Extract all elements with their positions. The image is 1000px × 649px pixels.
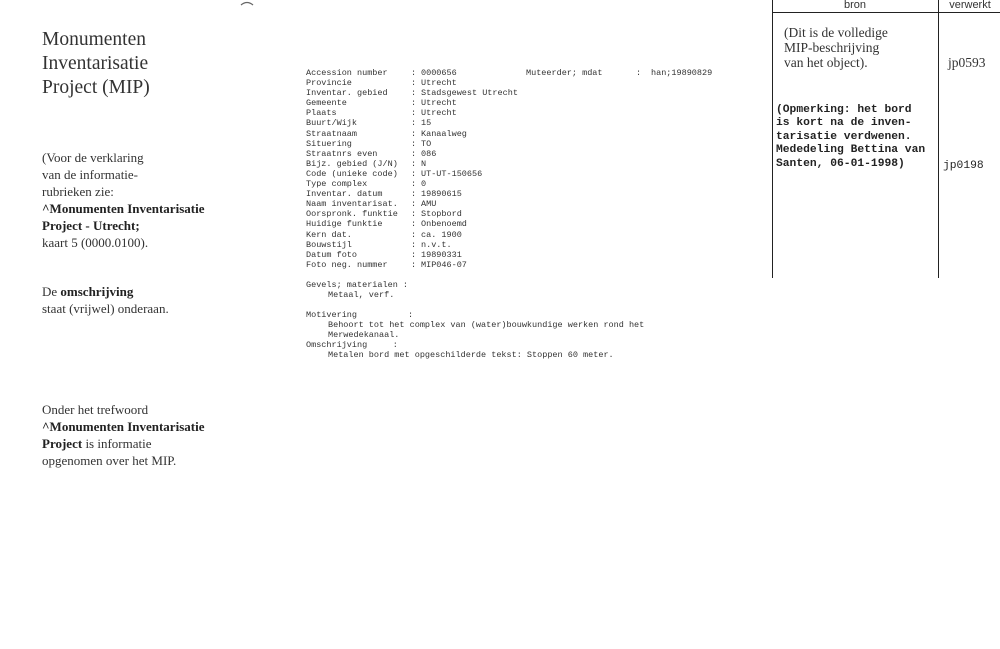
omschrijving-value: Metalen bord met opgeschilderde tekst: Stoppen 60 meter. <box>328 350 614 361</box>
record-field-row <box>306 139 746 149</box>
field-key: Inventar. datum <box>306 189 383 200</box>
keyword-note <box>42 401 257 469</box>
note-line: staat (vrijwel) onderaan. <box>42 301 169 316</box>
field-value: ca. 1900 <box>421 229 462 240</box>
note-line: Onder het trefwoord <box>42 402 149 417</box>
field-key: Bijz. gebied (J/N) <box>306 158 398 169</box>
bron-entry <box>776 104 940 171</box>
field-value: Onbenoemd <box>421 219 467 230</box>
gevels-value: Metaal, verf. <box>328 289 395 300</box>
field-value: AMU <box>421 199 437 210</box>
field-value: Kanaalweg <box>421 128 467 139</box>
table-border-left <box>772 0 773 278</box>
scan-mark <box>240 1 254 7</box>
note-line: van de informatie- <box>42 167 139 182</box>
field-separator: : <box>411 259 417 270</box>
record-field-row <box>306 108 746 118</box>
reference-note <box>42 149 257 251</box>
note-line: (Voor de verklaring <box>42 150 144 165</box>
field-key: Straatnaam <box>306 128 358 139</box>
title-line: Inventarisatie <box>42 53 149 74</box>
note-bold: omschrijving <box>60 284 134 299</box>
bron-line: (Opmerking: het bord <box>776 104 912 116</box>
verwerkt-code: jp0593 <box>948 55 986 70</box>
reference-keyword[interactable]: ^Monumenten Inventarisatie <box>42 201 205 216</box>
field-separator: : <box>411 88 417 99</box>
field-value: 19890331 <box>421 249 462 260</box>
title-line: Project (MIP) <box>42 77 150 98</box>
field-key: Huidige funktie <box>306 219 383 230</box>
field-extra-value: han;19890829 <box>651 68 713 78</box>
field-separator: : <box>411 138 417 149</box>
field-separator: : <box>411 219 417 230</box>
field-value: Stadsgewest Utrecht <box>421 88 518 99</box>
bron-entry <box>784 25 934 70</box>
motivering-line: Merwedekanaal. <box>328 330 400 341</box>
field-separator: : <box>411 229 417 240</box>
reference-keyword[interactable]: Project - Utrecht; <box>42 218 140 233</box>
field-key: Datum foto <box>306 249 358 260</box>
field-key: Code (unieke code) <box>306 168 398 179</box>
field-key: Bouwstijl <box>306 239 352 250</box>
page-title <box>42 28 252 100</box>
record-fields <box>306 68 746 270</box>
field-key: Situering <box>306 138 352 149</box>
field-separator: : <box>636 68 642 78</box>
bron-line: MIP-beschrijving <box>784 40 880 55</box>
keyword-link[interactable]: ^Monumenten Inventarisatie <box>42 419 205 434</box>
field-extra-key: Muteerder; mdat <box>526 68 603 78</box>
field-separator: : <box>411 158 417 169</box>
field-value: Utrecht <box>421 98 457 109</box>
field-separator: : <box>411 189 417 200</box>
field-value: 15 <box>421 118 432 129</box>
record-field-row <box>306 118 746 128</box>
field-separator: : <box>411 239 417 250</box>
source-table <box>772 0 1000 278</box>
field-separator: : <box>411 108 417 119</box>
table-header-divider <box>772 12 1000 13</box>
field-key: Oorspronk. funktie <box>306 209 398 220</box>
field-separator: : <box>411 118 417 129</box>
field-separator: : <box>411 168 417 179</box>
note-line: kaart 5 (0000.0100). <box>42 235 149 250</box>
keyword-link[interactable]: Project <box>42 436 83 451</box>
field-key: Provincie <box>306 78 352 89</box>
field-key: Inventar. gebied <box>306 88 388 99</box>
field-value: UT-UT-150656 <box>421 168 483 179</box>
field-value: 0 <box>421 179 427 190</box>
record-field-row <box>306 250 746 260</box>
record-field-row <box>306 260 746 270</box>
record-field-row <box>306 78 746 88</box>
note-line: opgenomen over het MIP. <box>42 453 177 468</box>
bron-line: Mededeling Bettina van <box>776 144 926 157</box>
field-key: Straatnrs even <box>306 148 378 159</box>
title-line: Monumenten <box>42 29 146 50</box>
field-separator: : <box>411 128 417 139</box>
field-separator: : <box>411 249 417 260</box>
field-value: 086 <box>421 148 437 159</box>
description-note <box>42 283 257 317</box>
record-field-row <box>306 149 746 159</box>
field-separator: : <box>411 148 417 159</box>
field-key: Type complex <box>306 179 368 190</box>
column-header-bron: bron <box>843 0 867 11</box>
field-separator: : <box>411 78 417 89</box>
field-key: Accession number <box>306 68 388 78</box>
bron-line: (Dit is de volledige <box>784 25 888 40</box>
field-value: Utrecht <box>421 108 457 119</box>
motivering-line: Behoort tot het complex van (water)bouwkundige werken rond het <box>328 320 645 331</box>
note-text: is informatie <box>82 436 152 451</box>
record-field-row <box>306 219 746 229</box>
column-header-verwerkt: verwerkt <box>949 0 991 11</box>
field-value: Stopbord <box>421 209 462 220</box>
field-key: Buurt/Wijk <box>306 118 358 129</box>
motivering-label: Motivering : <box>306 310 414 321</box>
field-value: TO <box>421 138 432 149</box>
field-separator: : <box>411 199 417 210</box>
note-line: rubrieken zie: <box>42 184 114 199</box>
record-field-row <box>306 169 746 179</box>
field-separator: : <box>411 98 417 109</box>
field-separator: : <box>411 68 417 78</box>
bron-line: van het object). <box>784 55 868 70</box>
bron-line: tarisatie verdwenen. <box>776 130 912 143</box>
record-field-row <box>306 189 746 199</box>
field-key: Foto neg. nummer <box>306 259 388 270</box>
field-key: Gemeente <box>306 98 347 109</box>
field-value: 19890615 <box>421 189 462 200</box>
note-text: De <box>42 284 61 299</box>
field-value: MIP046-07 <box>421 259 467 270</box>
field-key: Plaats <box>306 108 337 119</box>
field-value: N <box>421 158 427 169</box>
record-field-row <box>306 98 746 108</box>
omschrijving-label: Omschrijving : <box>306 340 398 351</box>
record-field-row <box>306 68 746 78</box>
record-field-row <box>306 179 746 189</box>
record-field-row <box>306 240 746 250</box>
field-separator: : <box>411 209 417 220</box>
record-field-row <box>306 199 746 209</box>
mip-record <box>306 68 746 361</box>
record-field-row <box>306 88 746 98</box>
gevels-label: Gevels; materialen : <box>306 279 409 290</box>
field-key: Naam inventarisat. <box>306 199 398 210</box>
bron-line: Santen, 06-01-1998) <box>776 157 905 170</box>
record-field-row <box>306 159 746 169</box>
field-value: 0000656 <box>421 68 457 78</box>
record-field-row <box>306 129 746 139</box>
record-field-row <box>306 209 746 219</box>
field-value: Utrecht <box>421 78 457 89</box>
record-field-row <box>306 230 746 240</box>
bron-line: is kort na de inven- <box>776 117 912 130</box>
field-value: n.v.t. <box>421 239 452 250</box>
field-key: Kern dat. <box>306 229 352 240</box>
field-separator: : <box>411 179 417 190</box>
verwerkt-code: jp0198 <box>943 160 984 172</box>
